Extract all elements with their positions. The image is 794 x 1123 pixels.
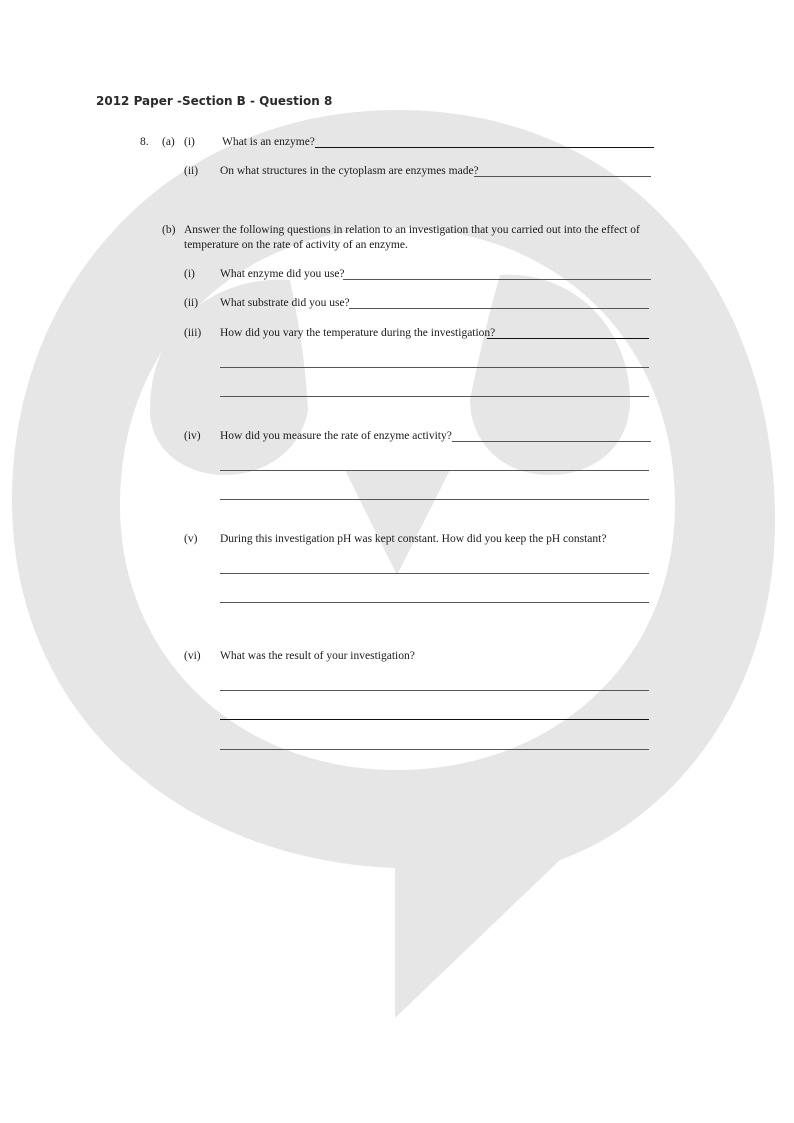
part-b-iii-question: How did you vary the temperature during the investigation? bbox=[220, 327, 496, 339]
answer-line-b-iii-1[interactable] bbox=[487, 338, 649, 339]
answer-line-b-iv-3[interactable] bbox=[220, 499, 649, 500]
part-a-i-label: (i) bbox=[184, 136, 195, 148]
answer-line-b-v-2[interactable] bbox=[220, 602, 649, 603]
answer-line-b-ii[interactable] bbox=[349, 308, 649, 309]
part-b-vi-question: What was the result of your investigation? bbox=[220, 650, 415, 662]
answer-line-b-vi-3[interactable] bbox=[220, 749, 649, 750]
answer-line-b-vi-2[interactable] bbox=[220, 719, 649, 720]
part-b-ii-question: What substrate did you use? bbox=[220, 297, 350, 309]
part-a-label: (a) bbox=[162, 136, 175, 148]
part-b-intro-line2: temperature on the rate of activity of an enzyme. bbox=[184, 239, 408, 251]
part-b-i-question: What enzyme did you use? bbox=[220, 268, 345, 280]
answer-line-b-v-1[interactable] bbox=[220, 573, 649, 574]
answer-line-b-iii-3[interactable] bbox=[220, 396, 649, 397]
part-b-i-label: (i) bbox=[184, 268, 195, 280]
part-b-iv-question: How did you measure the rate of enzyme activity? bbox=[220, 430, 452, 442]
part-b-v-question: During this investigation pH was kept constant. How did you keep the pH constant? bbox=[220, 533, 607, 545]
part-b-v-label: (v) bbox=[184, 533, 198, 545]
part-a-i-question: What is an enzyme? bbox=[222, 136, 315, 148]
part-a-ii-question: On what structures in the cytoplasm are enzymes made? bbox=[220, 165, 479, 177]
question-number: 8. bbox=[140, 136, 149, 148]
answer-line-b-iii-2[interactable] bbox=[220, 367, 649, 368]
part-b-ii-label: (ii) bbox=[184, 297, 199, 309]
answer-line-a-i[interactable] bbox=[315, 147, 654, 148]
answer-line-b-vi-1[interactable] bbox=[220, 690, 649, 691]
answer-line-b-iv-2[interactable] bbox=[220, 470, 649, 471]
answer-line-b-iv-1[interactable] bbox=[452, 441, 651, 442]
part-b-iii-label: (iii) bbox=[184, 327, 202, 339]
part-b-intro-line1: Answer the following questions in relation to an investigation that you carried out into the effect of bbox=[184, 224, 640, 236]
part-a-ii-label: (ii) bbox=[184, 165, 199, 177]
page-title: 2012 Paper -Section B - Question 8 bbox=[96, 94, 333, 108]
part-b-label: (b) bbox=[162, 224, 176, 236]
answer-line-b-i[interactable] bbox=[343, 279, 651, 280]
part-b-iv-label: (iv) bbox=[184, 430, 201, 442]
answer-line-a-ii[interactable] bbox=[474, 176, 651, 177]
part-b-vi-label: (vi) bbox=[184, 650, 201, 662]
